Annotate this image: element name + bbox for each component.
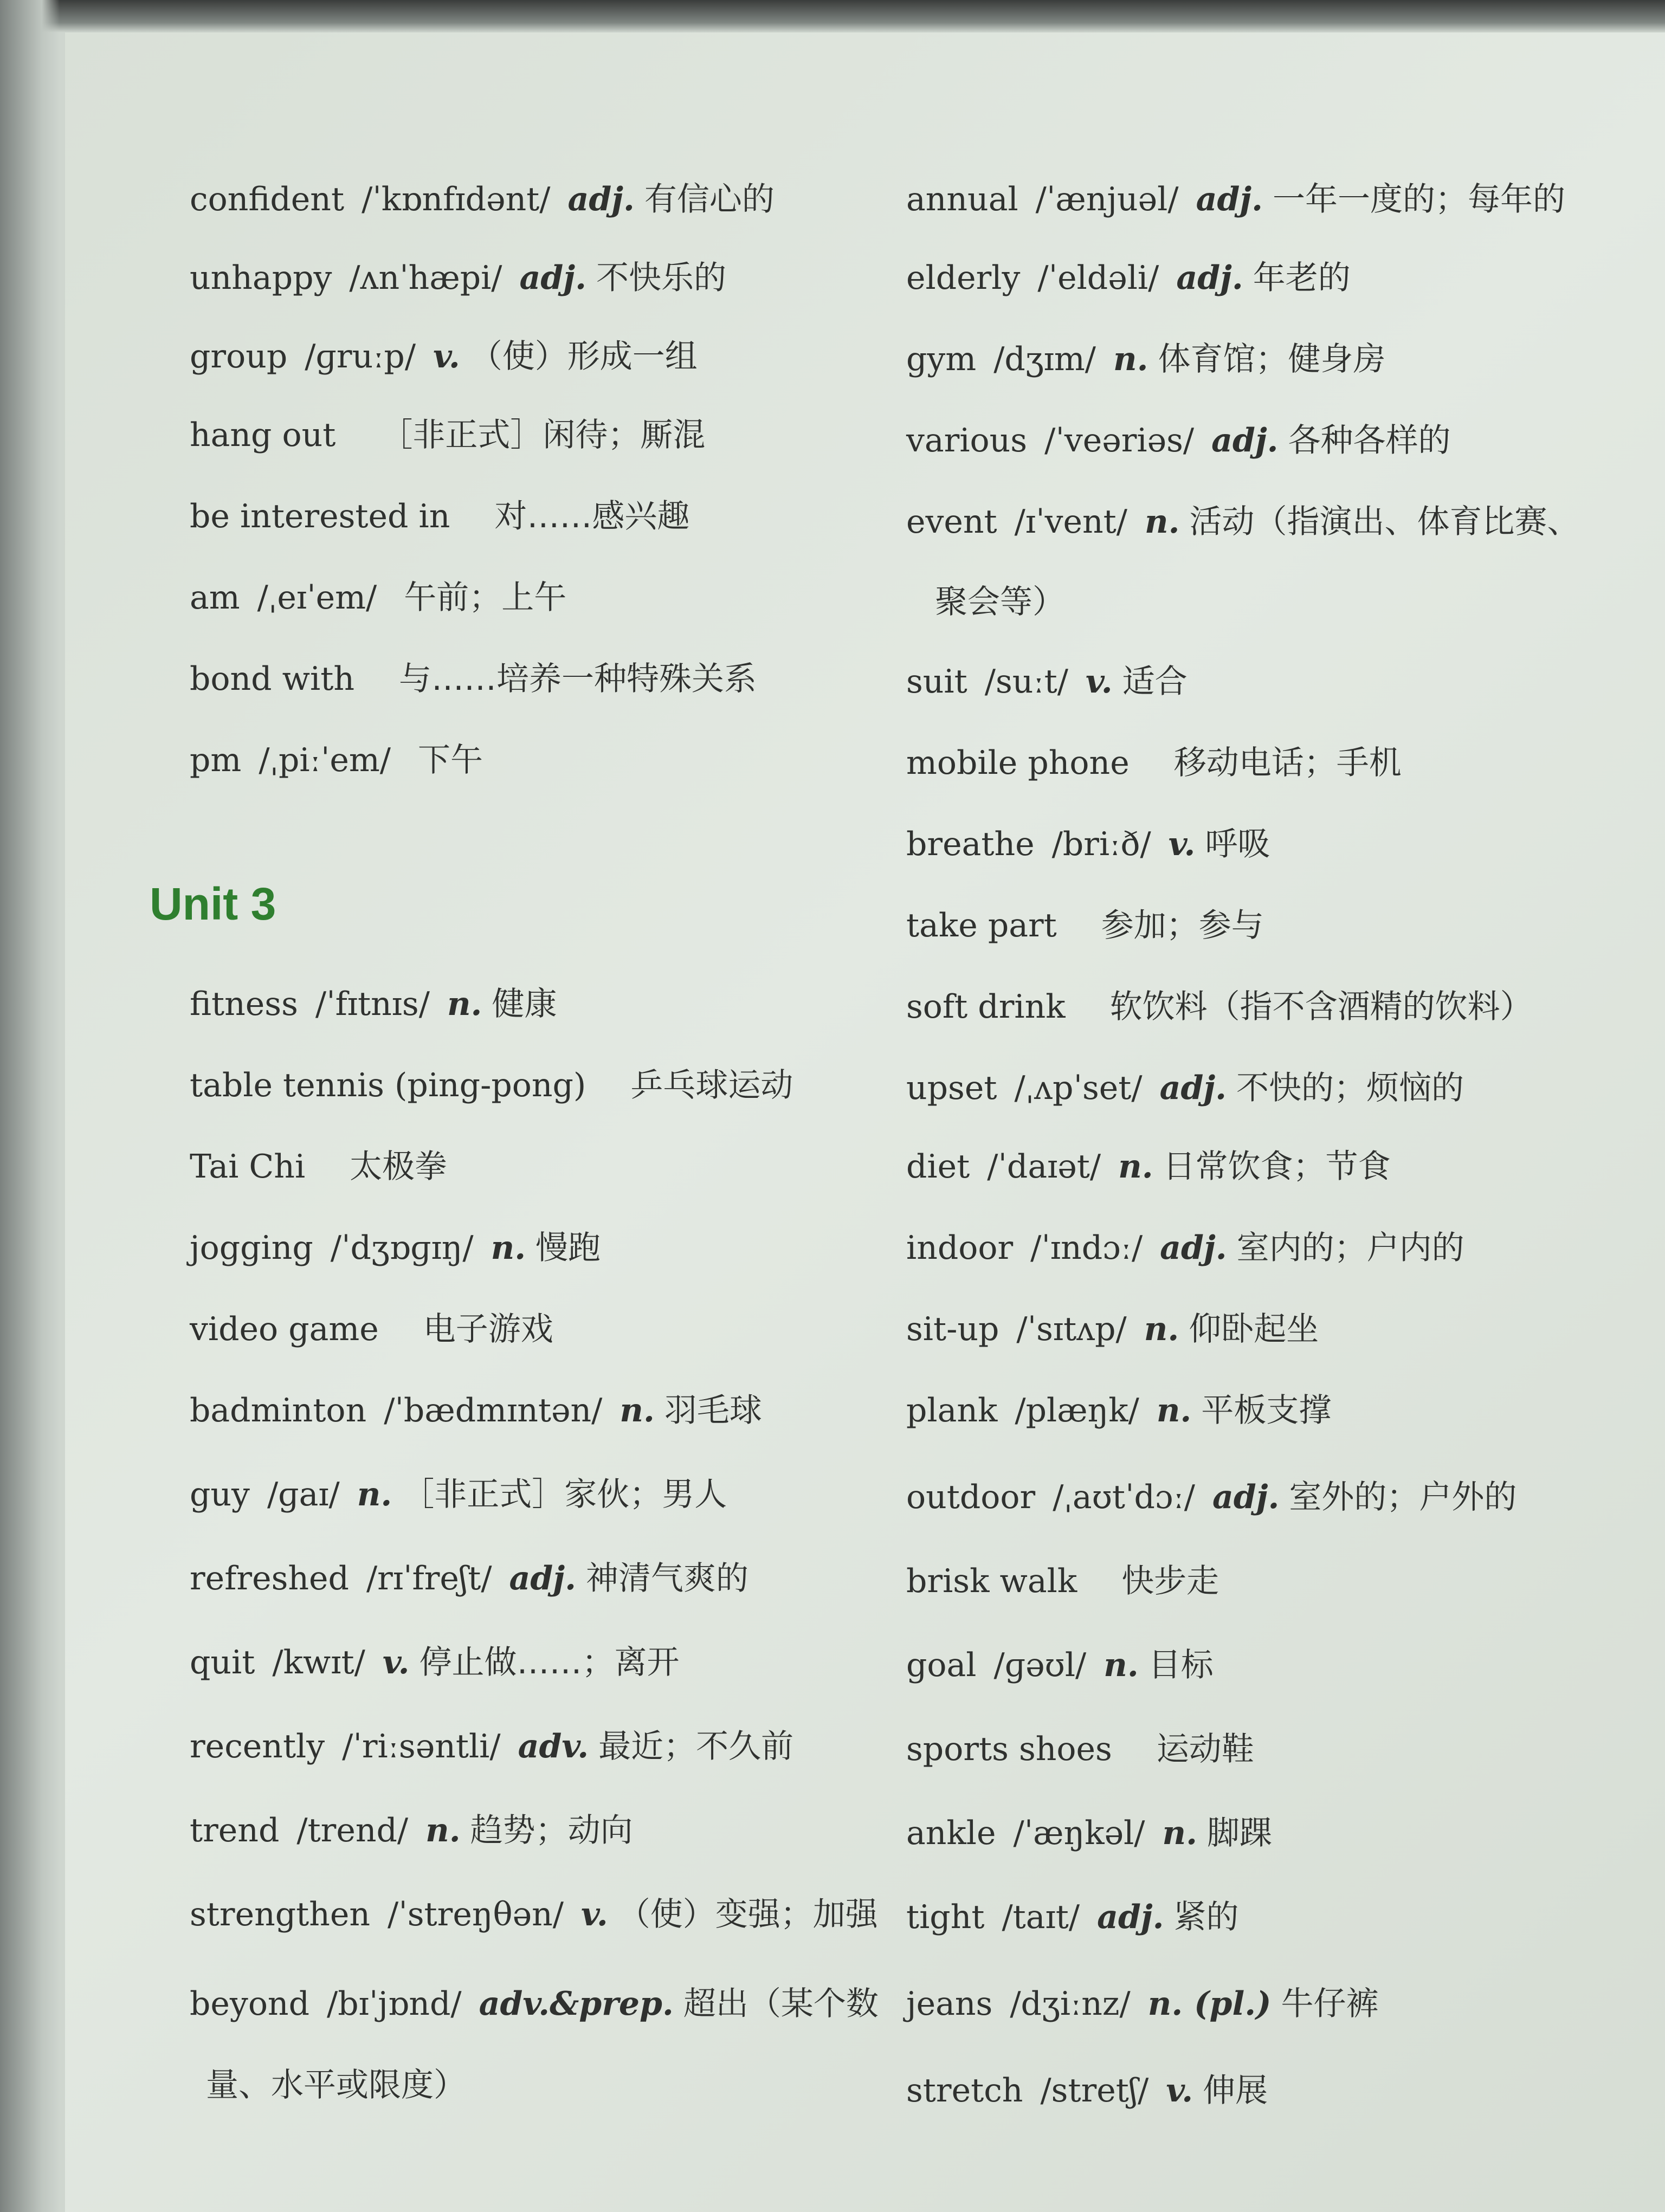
vocab-entry [190, 1553, 748, 1599]
entry-def: 软饮料（指不含酒精的饮料） [1109, 988, 1533, 1026]
entry-def: 脚踝 [1207, 1814, 1273, 1852]
entry-pos: n. (pl.) [1147, 1985, 1272, 2023]
entry-word: video game [190, 1310, 379, 1348]
entry-word: brisk walk [906, 1562, 1077, 1600]
entry-def: 超出（某个数 [683, 1985, 879, 2023]
entry-pos: adj. [509, 1560, 576, 1597]
vocab-entry [906, 415, 1451, 461]
vocab-entry [906, 818, 1270, 865]
entry-def: 不快的；烦恼的 [1236, 1069, 1464, 1107]
vocab-entry [906, 1062, 1464, 1109]
vocab-entry [906, 1639, 1214, 1686]
vocab-entry [190, 572, 566, 618]
entry-word: trend [190, 1812, 280, 1849]
entry-phon: /kwɪt/ [272, 1644, 365, 1681]
entry-def: （使）形成一组 [469, 338, 698, 376]
entry-def: 快步走 [1121, 1562, 1219, 1600]
entry-word: event [906, 503, 997, 541]
entry-def: 紧的 [1173, 1898, 1239, 1936]
entry-def: 室外的；户外的 [1289, 1478, 1517, 1516]
entry-word: suit [906, 663, 967, 701]
page-gutter-shadow [0, 0, 60, 2212]
entry-def: 慢跑 [535, 1229, 601, 1267]
entry-pos: v. [580, 1896, 608, 1933]
entry-phon: /suːt/ [984, 663, 1068, 701]
entry-def: 年老的 [1253, 259, 1351, 297]
entry-phon: /bɪˈjɒnd/ [327, 1985, 462, 2023]
vocab-entry [906, 1222, 1464, 1269]
entry-phon: /ɪˈvent/ [1014, 503, 1127, 541]
entry-phon: /ˈdʒɒɡɪŋ/ [330, 1229, 474, 1267]
entry-word: beyond [190, 1985, 309, 2023]
entry-pos: adj. [1212, 1478, 1280, 1516]
entry-phon: /ˈsɪtʌp/ [1016, 1310, 1127, 1348]
vocab-entry [906, 656, 1188, 702]
entry-phon: /rɪˈfreʃt/ [366, 1560, 492, 1597]
entry-def: 伸展 [1203, 2072, 1268, 2110]
vocab-entry [190, 1804, 633, 1851]
entry-word: guy [190, 1476, 250, 1514]
entry-def: 对……感兴趣 [494, 497, 690, 535]
entry-phon: /ɡruːp/ [305, 338, 416, 376]
entry-pos: n. [1156, 1392, 1192, 1430]
entry-phon: /ˈɪndɔː/ [1030, 1229, 1143, 1267]
vocab-entry [190, 1469, 727, 1515]
entry-phon: /ˌpiːˈem/ [259, 741, 391, 779]
entry-def: 与……培养一种特殊关系 [398, 660, 757, 698]
entry-pos: adj. [1097, 1898, 1164, 1936]
entry-word: indoor [906, 1229, 1014, 1267]
entry-def: 体育馆；健身房 [1158, 340, 1386, 378]
entry-phon: /briːð/ [1051, 825, 1151, 863]
entry-pos: v. [382, 1644, 410, 1681]
entry-word: plank [906, 1392, 998, 1430]
entry-phon: /ˈveəriəs/ [1044, 422, 1195, 460]
entry-word: ankle [906, 1814, 996, 1852]
vocab-entry [906, 1891, 1239, 1938]
entry-phon: /dʒiːnz/ [1010, 1985, 1131, 2023]
entry-word: outdoor [906, 1478, 1036, 1516]
entry-word: unhappy [190, 259, 332, 297]
entry-def: 适合 [1122, 663, 1188, 701]
vocab-entry [906, 173, 1565, 220]
entry-word: bond with [190, 660, 354, 698]
entry-pos: v. [1166, 2072, 1193, 2110]
entry-def: ［非正式］闲待；厮混 [380, 416, 706, 454]
entry-word: am [190, 579, 240, 617]
vocab-entry [906, 252, 1351, 299]
entry-word: elderly [906, 259, 1021, 297]
entry-pos: n. [425, 1812, 461, 1849]
vocab-entry [906, 1978, 1379, 2025]
entry-def: 太极拳 [350, 1148, 448, 1186]
entry-phon: /ˌeɪˈem/ [257, 579, 377, 617]
entry-pos: adj. [1160, 1229, 1227, 1267]
vocab-entry [906, 1723, 1254, 1770]
entry-word: diet [906, 1148, 970, 1186]
vocab-entry [190, 734, 483, 781]
entry-word: take part [906, 907, 1057, 945]
entry-phon: /stretʃ/ [1040, 2072, 1149, 2110]
entry-phon: /ˌʌpˈset/ [1014, 1069, 1143, 1107]
entry-word: jeans [906, 1985, 993, 2023]
entry-def: 乒乓球运动 [630, 1066, 793, 1104]
entry-pos: n. [357, 1476, 392, 1514]
entry-def: 羽毛球 [664, 1392, 762, 1430]
entry-word: breathe [906, 825, 1035, 863]
vocab-entry [906, 1385, 1331, 1431]
vocab-entry [906, 737, 1402, 784]
entry-pos: v. [433, 338, 460, 376]
entry-phon: /ˈeldəli/ [1037, 259, 1159, 297]
vocab-entry [190, 173, 775, 220]
entry-word: confident [190, 180, 345, 218]
entry-phon: /dʒɪm/ [993, 340, 1096, 378]
entry-word: stretch [906, 2072, 1023, 2110]
entry-word: soft drink [906, 988, 1066, 1026]
entry-word: sit-up [906, 1310, 999, 1348]
entry-phon: /ˈstreŋθən/ [388, 1896, 564, 1933]
entry-pos: adj. [567, 180, 635, 218]
entry-word: be interested in [190, 497, 450, 535]
entry-word: hang out [190, 416, 336, 454]
entry-pos: adj. [519, 259, 586, 297]
vocab-entry [190, 1141, 447, 1187]
entry-def: 神清气爽的 [585, 1560, 748, 1597]
entry-phon: /ˈriːsəntli/ [342, 1728, 501, 1765]
entry-phon: /ˈænjuəl/ [1035, 180, 1179, 218]
entry-def: 牛仔裤 [1281, 1985, 1379, 2023]
entry-word: Tai Chi [190, 1148, 306, 1186]
entry-def: 午前；上午 [404, 579, 567, 617]
entry-def: 停止做……；离开 [419, 1644, 680, 1681]
entry-phon: /ɡəʊl/ [993, 1646, 1087, 1684]
entry-phon: /ˈfɪtnɪs/ [315, 985, 430, 1023]
vocab-entry [190, 252, 726, 299]
entry-def: 日常饮食；节食 [1163, 1148, 1391, 1186]
vocab-entry [190, 1059, 793, 1106]
vocab-entry [906, 1471, 1516, 1518]
vocab-entry [190, 1385, 762, 1431]
vocab-entry [190, 1303, 553, 1350]
vocab-entry [190, 1721, 793, 1767]
entry-continuation: 量、水平或限度） [206, 2066, 466, 2104]
entry-pos: n. [1103, 1646, 1139, 1684]
entry-word: various [906, 422, 1028, 460]
entry-pos: n. [1144, 503, 1180, 541]
entry-phon: /ˈæŋkəl/ [1013, 1814, 1145, 1852]
entry-word: upset [906, 1069, 997, 1107]
vocab-entry [906, 496, 1579, 542]
entry-word: recently [190, 1728, 325, 1765]
entry-phon: /taɪt/ [1002, 1898, 1080, 1936]
vocab-entry [190, 331, 698, 377]
unit-heading: Unit 3 [150, 878, 276, 929]
entry-def: （使）变强；加强 [617, 1896, 878, 1933]
entry-pos: n. [491, 1229, 526, 1267]
entry-continuation: 聚会等） [935, 583, 1065, 621]
entry-pos: adj. [1196, 180, 1263, 218]
vocab-entry [190, 1637, 680, 1683]
entry-pos: v. [1168, 825, 1196, 863]
entry-phon: /ʌnˈhæpi/ [349, 259, 502, 297]
vocab-entry [906, 981, 1533, 1027]
entry-word: tight [906, 1898, 985, 1936]
entry-def: 有信心的 [644, 180, 775, 218]
vocab-entry [906, 900, 1264, 946]
entry-phon: /ˈbædmɪntən/ [384, 1392, 603, 1430]
entry-word: jogging [190, 1229, 313, 1267]
entry-def: 目标 [1148, 1646, 1214, 1684]
entry-pos: adj. [1159, 1069, 1227, 1107]
entry-phon: /ˌaʊtˈdɔː/ [1053, 1478, 1195, 1516]
entry-word: pm [190, 741, 242, 779]
entry-def: 参加；参与 [1101, 907, 1264, 945]
entry-phon: /plæŋk/ [1015, 1392, 1139, 1430]
vocab-entry [190, 653, 757, 700]
entry-pos: adj. [1211, 422, 1279, 460]
entry-word: quit [190, 1644, 255, 1681]
vocab-entry [190, 1978, 879, 2025]
entry-word: table tennis (ping-pong) [190, 1066, 586, 1104]
entry-word: group [190, 338, 288, 376]
entry-def: 一年一度的；每年的 [1273, 180, 1566, 218]
entry-def: 仰卧起坐 [1189, 1310, 1319, 1348]
entry-def: 不快乐的 [596, 259, 726, 297]
entry-word: gym [906, 340, 977, 378]
vocab-entry [190, 409, 705, 456]
entry-pos: v. [1085, 663, 1113, 701]
vocab-entry [906, 333, 1386, 380]
entry-pos: n. [447, 985, 482, 1023]
vocab-entry [906, 1303, 1319, 1350]
entry-def: 移动电话；手机 [1173, 744, 1402, 782]
entry-word: mobile phone [906, 744, 1130, 782]
entry-def: ［非正式］家伙；男人 [402, 1476, 727, 1514]
entry-def: 各种各样的 [1288, 422, 1451, 460]
vocab-entry [190, 978, 557, 1025]
vocab-entry [190, 1888, 878, 1935]
entry-def: 健康 [492, 985, 557, 1023]
entry-word: annual [906, 180, 1018, 218]
entry-pos: adv.&prep. [479, 1985, 674, 2023]
entry-def: 平板支撑 [1201, 1392, 1332, 1430]
entry-def: 趋势；动向 [470, 1812, 633, 1849]
entry-word: strengthen [190, 1896, 371, 1933]
entry-def: 运动鞋 [1156, 1730, 1254, 1768]
entry-word: goal [906, 1646, 977, 1684]
entry-phon: /ˈkɒnfɪdənt/ [362, 180, 551, 218]
vocab-entry [906, 1807, 1272, 1854]
entry-pos: n. [1162, 1814, 1198, 1852]
entry-word: sports shoes [906, 1730, 1112, 1768]
entry-def: 呼吸 [1205, 825, 1270, 863]
entry-word: badminton [190, 1392, 367, 1430]
entry-phon: /trend/ [296, 1812, 409, 1849]
entry-pos: n. [619, 1392, 655, 1430]
entry-pos: n. [1118, 1148, 1153, 1186]
entry-phon: /ˈdaɪət/ [987, 1148, 1101, 1186]
entry-word: fitness [190, 985, 298, 1023]
entry-def: 活动（指演出、体育比赛、 [1189, 503, 1580, 541]
entry-word: refreshed [190, 1560, 349, 1597]
entry-phon: /ɡaɪ/ [267, 1476, 340, 1514]
book-spine-shadow [0, 0, 1665, 33]
entry-pos: n. [1113, 340, 1148, 378]
vocab-entry [906, 1555, 1219, 1602]
vocab-entry [906, 1141, 1391, 1187]
entry-pos: adj. [1176, 259, 1243, 297]
entry-pos: n. [1144, 1310, 1179, 1348]
entry-def: 最近；不久前 [598, 1728, 794, 1765]
entry-def: 电子游戏 [423, 1310, 553, 1348]
entry-pos: adv. [518, 1728, 589, 1765]
entry-def: 下午 [417, 741, 483, 779]
vocab-entry [190, 1222, 601, 1269]
vocab-entry [906, 2065, 1268, 2111]
entry-def: 室内的；户内的 [1236, 1229, 1464, 1267]
vocab-entry [190, 490, 689, 537]
